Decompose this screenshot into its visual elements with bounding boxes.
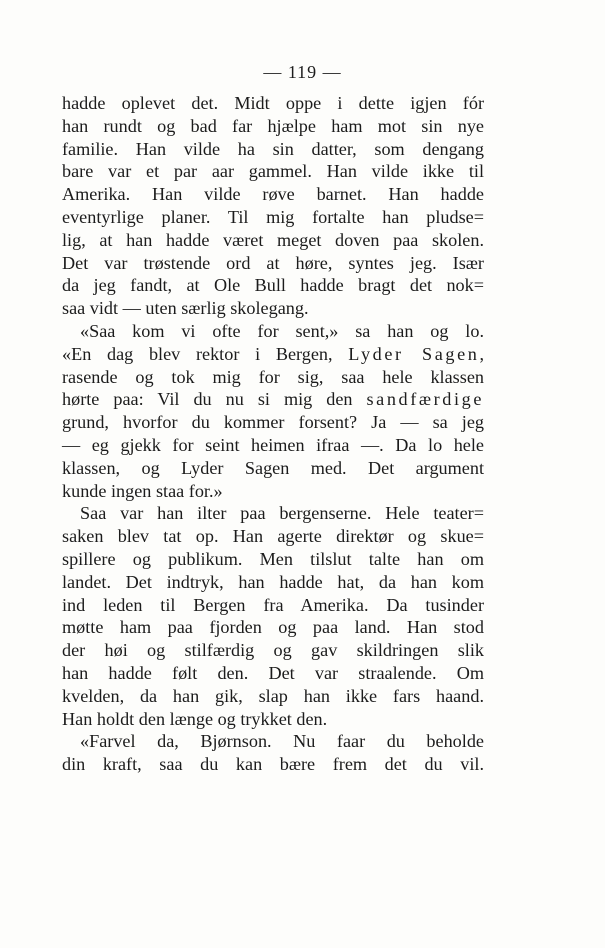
text-line: klassen, og Lyder Sagen med. Det argument bbox=[62, 457, 484, 478]
text-line: Det var trøstende ord at høre, syntes jeg. Især bbox=[62, 252, 484, 273]
text-line: hørte paa: Vil du nu si mig den sandfærdige bbox=[62, 389, 484, 410]
text-line: kunde ingen staa for.» bbox=[62, 480, 223, 501]
text-line: møtte ham paa fjorden og paa land. Han stod bbox=[62, 617, 484, 638]
text-line: eventyrlige planer. Til mig fortalte han pludse= bbox=[62, 206, 484, 227]
text-line: rasende og tok mig for sig, saa hele klassen bbox=[62, 366, 484, 387]
text-line: «Saa kom vi ofte for sent,» sa han og lo. bbox=[80, 320, 484, 341]
text-line: bare var et par aar gammel. Han vilde ikke til bbox=[62, 161, 484, 182]
text-line: hadde oplevet det. Midt oppe i dette igjen fór bbox=[62, 93, 484, 113]
text-line: — eg gjekk for seint heimen ifraa —. Da lo hele bbox=[62, 434, 484, 455]
text-line: Han holdt den længe og trykket den. bbox=[62, 708, 328, 729]
spaced-emphasis: sandfærdige bbox=[366, 389, 484, 410]
text-line: da jeg fandt, at Ole Bull hadde bragt det nok= bbox=[62, 275, 484, 296]
text-line: «En dag blev rektor i Bergen, Lyder Sagen, bbox=[62, 343, 484, 364]
body-text bbox=[62, 92, 484, 776]
text-line: «Farvel da, Bjørnson. Nu faar du beholde bbox=[80, 731, 484, 752]
text-line: han rundt og bad far hjælpe ham mot sin nye bbox=[62, 115, 484, 136]
text-line: din kraft, saa du kan bære frem det du vil. bbox=[62, 754, 484, 775]
text-line: grund, hvorfor du kommer forsent? Ja — sa jeg bbox=[62, 412, 484, 433]
text-line: spillere og publikum. Men tilslut talte han om bbox=[62, 548, 484, 569]
text-line: der høi og stilfærdig og gav skildringen slik bbox=[62, 640, 484, 661]
text-line: saa vidt — uten særlig skolegang. bbox=[62, 298, 309, 319]
text-line: kvelden, da han gik, slap han ikke fars haand. bbox=[62, 685, 484, 706]
text-line: han hadde følt den. Det var straalende. Om bbox=[62, 662, 484, 683]
text-line: Amerika. Han vilde røve barnet. Han hadde bbox=[62, 184, 484, 205]
text-line: saken blev tat op. Han agerte direktør og skue= bbox=[62, 526, 484, 547]
text-line: lig, at han hadde været meget doven paa skolen. bbox=[62, 229, 484, 250]
text-line: familie. Han vilde ha sin datter, som dengang bbox=[62, 138, 484, 159]
spaced-emphasis: Lyder Sagen bbox=[348, 343, 480, 364]
page-number: — 119 — bbox=[263, 62, 342, 82]
text-line: landet. Det indtryk, han hadde hat, da han kom bbox=[62, 571, 484, 592]
text-line: Saa var han ilter paa bergenserne. Hele teater= bbox=[80, 503, 484, 524]
text-line: ind leden til Bergen fra Amerika. Da tusinder bbox=[62, 594, 484, 615]
